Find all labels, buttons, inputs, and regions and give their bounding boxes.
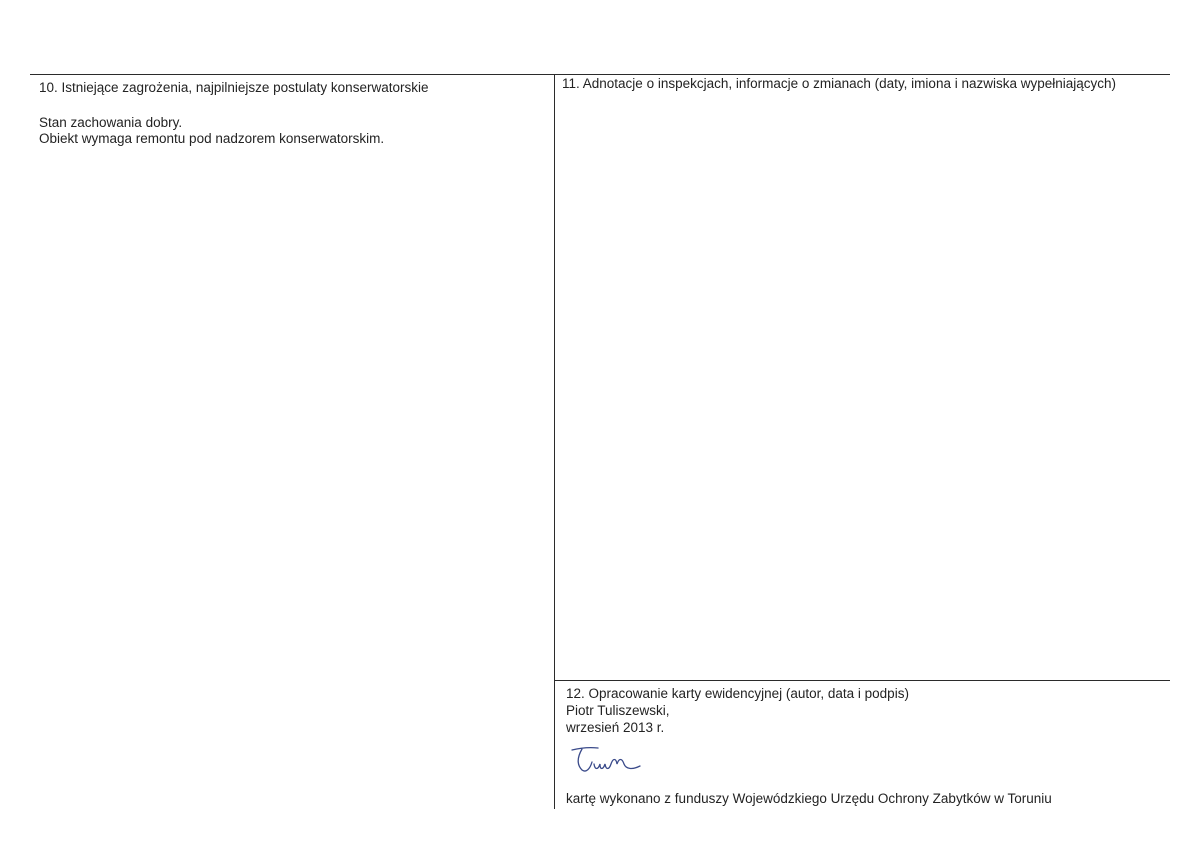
signature — [562, 742, 672, 782]
author-date: wrzesień 2013 r. — [566, 720, 665, 735]
section-12-rule — [554, 680, 1170, 681]
section-11-heading: 11. Adnotacje o inspekcjach, informacje o zmianach (daty, imiona i nazwiska wypełniających) — [562, 76, 1117, 91]
recommendation-text: Obiekt wymaga remontu pod nadzorem konserwatorskim. — [39, 131, 385, 146]
section-12-heading: 12. Opracowanie karty ewidencyjnej (autor, data i podpis) — [566, 686, 909, 701]
section-10-heading: 10. Istniejące zagrożenia, najpilniejsze postulaty konserwatorskie — [39, 80, 429, 95]
author-name: Piotr Tuliszewski, — [566, 703, 670, 718]
funding-note: kartę wykonano z funduszy Wojewódzkiego Urzędu Ochrony Zabytków w Toruniu — [566, 791, 1052, 806]
column-divider — [554, 74, 555, 809]
top-rule — [30, 74, 1170, 75]
signature-stroke — [572, 748, 640, 771]
condition-text: Stan zachowania dobry. — [39, 115, 183, 130]
